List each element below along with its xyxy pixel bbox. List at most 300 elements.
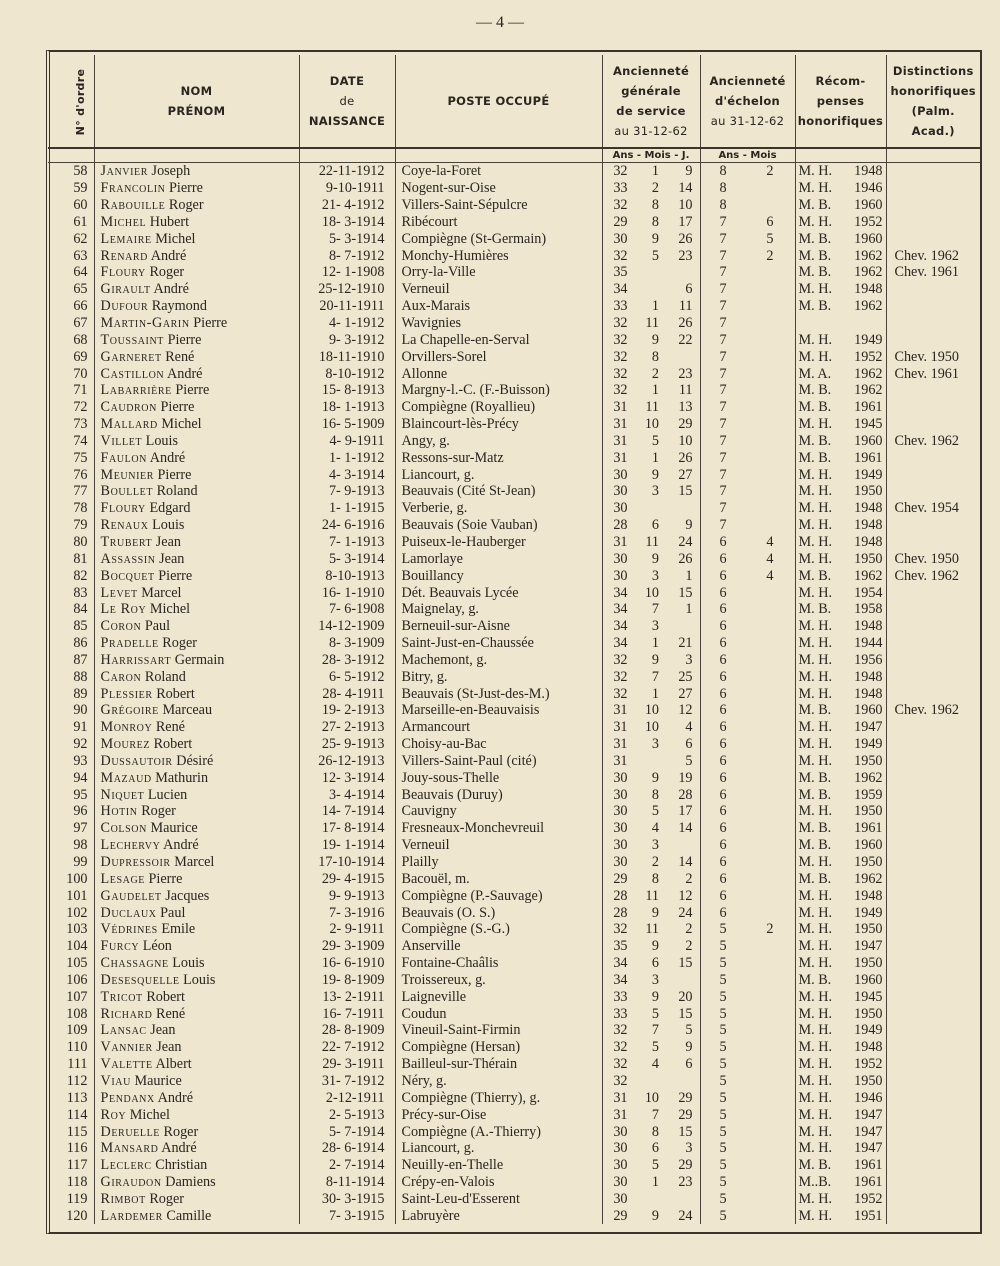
distinction-cell (886, 180, 980, 197)
seniority-values (606, 264, 697, 280)
seniority-values (606, 1039, 697, 1055)
seniority-months: 2 (651, 854, 659, 871)
surname: Labarrière (100, 382, 172, 399)
award-cell (795, 702, 886, 719)
step-years: 6 (719, 803, 727, 820)
award-type: M. H. (798, 1056, 833, 1073)
general-seniority-cell (602, 1073, 700, 1090)
surname: Richard (100, 1005, 153, 1022)
general-seniority-cell (602, 281, 700, 298)
surname: Duclaux (100, 904, 157, 921)
order-number-cell: 91 (48, 719, 94, 736)
surname: Pendanx (100, 1089, 155, 1106)
seniority-days: 12 (678, 702, 693, 719)
distinction-cell (886, 736, 980, 753)
award-values (799, 702, 883, 718)
general-seniority-cell (602, 736, 700, 753)
step-values (704, 820, 792, 836)
first-name: Robert (153, 736, 193, 753)
step-seniority-cell (700, 803, 795, 820)
seniority-days: 3 (685, 1140, 693, 1157)
table-row (48, 972, 980, 989)
post-cell: Précy-sur-Oise (395, 1106, 602, 1123)
seniority-months: 11 (645, 399, 659, 416)
distinction-cell (886, 197, 980, 214)
post-cell: Bitry, g. (395, 668, 602, 685)
seniority-years: 32 (613, 668, 628, 685)
name-cell (94, 702, 299, 719)
post-cell: Fontaine-Chaâlis (395, 955, 602, 972)
birth-date-cell: 12- 3-1914 (299, 769, 395, 786)
step-years: 6 (719, 651, 727, 668)
step-values (704, 568, 792, 584)
birth-date-cell: 15- 8-1913 (299, 382, 395, 399)
birth-date-cell: 18-11-1910 (299, 348, 395, 365)
general-seniority-cell (602, 601, 700, 618)
name-cell (94, 298, 299, 315)
award-year: 1948 (854, 668, 883, 685)
award-type: M. B. (798, 820, 832, 837)
step-seniority-cell (700, 180, 795, 197)
award-type: M. H. (798, 533, 833, 550)
award-type: M. H. (798, 635, 833, 652)
birth-date-cell: 16- 1-1910 (299, 584, 395, 601)
name-cell (94, 449, 299, 466)
seniority-years: 34 (613, 601, 628, 618)
distinction-cell (886, 230, 980, 247)
surname: Harrissart (100, 651, 172, 668)
table-row (48, 298, 980, 315)
order-number-cell: 64 (48, 264, 94, 281)
step-values (704, 281, 792, 297)
award-type: M. H. (798, 955, 833, 972)
seniority-months: 1 (651, 298, 659, 315)
step-years: 7 (719, 416, 727, 433)
seniority-months: 5 (651, 1039, 659, 1056)
seniority-days: 15 (678, 1005, 693, 1022)
step-values (704, 231, 792, 247)
award-type: M. B. (798, 971, 832, 988)
birth-date-cell: 3- 4-1914 (299, 786, 395, 803)
seniority-years: 32 (613, 315, 628, 332)
first-name: Paul (144, 618, 171, 635)
seniority-values (606, 905, 697, 921)
birth-date-cell: 28- 6-1914 (299, 1140, 395, 1157)
distinction-cell (886, 988, 980, 1005)
first-name: Jean (150, 1022, 176, 1039)
step-months (750, 955, 792, 971)
step-years: 5 (719, 1106, 727, 1123)
step-months (750, 264, 792, 280)
birth-date-cell: 18- 1-1913 (299, 399, 395, 416)
seniority-days: 12 (678, 887, 693, 904)
step-values (704, 1022, 792, 1038)
order-number-cell: 110 (48, 1039, 94, 1056)
table-row (48, 1174, 980, 1191)
first-name: Edgard (149, 500, 191, 517)
table-row (48, 601, 980, 618)
birth-date-cell: 1- 1-1912 (299, 449, 395, 466)
first-name: Michel (149, 601, 191, 618)
first-name: Marcel (174, 854, 215, 871)
seniority-months: 1 (651, 635, 659, 652)
award-values (799, 483, 883, 499)
step-months (750, 315, 792, 331)
award-cell (795, 517, 886, 534)
order-number-cell: 61 (48, 214, 94, 231)
step-months (750, 686, 792, 702)
name-cell (94, 197, 299, 214)
surname: Boullet (100, 483, 154, 500)
award-year: 1950 (854, 550, 883, 567)
general-seniority-cell (602, 550, 700, 567)
award-cell (795, 685, 886, 702)
seniority-months: 3 (651, 618, 659, 635)
seniority-days: 14 (678, 820, 693, 837)
general-seniority-cell (602, 769, 700, 786)
award-year: 1960 (854, 230, 883, 247)
seniority-values (606, 315, 697, 331)
award-values (799, 298, 883, 314)
table-row (48, 1073, 980, 1090)
step-values (704, 635, 792, 651)
name-cell (94, 550, 299, 567)
step-values (704, 332, 792, 348)
column-header-distinctions: Distinctions honorifiques (Palm. Acad.) (886, 55, 980, 148)
birth-date-cell: 26-12-1913 (299, 753, 395, 770)
order-number-cell: 70 (48, 365, 94, 382)
seniority-values (606, 332, 697, 348)
award-values (799, 568, 883, 584)
order-number-cell: 65 (48, 281, 94, 298)
step-years: 6 (719, 820, 727, 837)
seniority-days: 17 (678, 803, 693, 820)
seniority-days: 26 (678, 315, 693, 332)
award-cell (795, 584, 886, 601)
order-number-cell: 108 (48, 1005, 94, 1022)
birth-date-cell: 8- 7-1912 (299, 247, 395, 264)
step-seniority-cell (700, 500, 795, 517)
step-values (704, 1174, 792, 1190)
seniority-years: 32 (613, 331, 628, 348)
post-cell: Labruyère (395, 1207, 602, 1224)
seniority-values (606, 702, 697, 718)
award-type: M. H. (798, 752, 833, 769)
surname: Caudron (100, 399, 157, 416)
award-cell (795, 803, 886, 820)
award-year: 1960 (854, 197, 883, 214)
seniority-years: 35 (613, 938, 628, 955)
first-name: Robert (156, 685, 195, 702)
order-number-cell: 115 (48, 1123, 94, 1140)
step-years: 7 (719, 213, 727, 230)
award-year: 1960 (854, 971, 883, 988)
award-type: M. H. (798, 1207, 833, 1224)
general-seniority-cell (602, 433, 700, 450)
seniority-years: 33 (613, 988, 628, 1005)
award-year: 1949 (854, 736, 883, 753)
step-months: 6 (766, 213, 774, 230)
step-values (704, 955, 792, 971)
award-values (799, 820, 883, 836)
seniority-values (606, 500, 697, 516)
award-values (799, 1107, 883, 1123)
order-number-cell: 120 (48, 1207, 94, 1224)
award-type: M. B. (798, 247, 832, 264)
birth-date-cell: 13- 2-1911 (299, 988, 395, 1005)
table-row (48, 786, 980, 803)
seniority-years: 30 (613, 1123, 628, 1140)
general-seniority-cell (602, 635, 700, 652)
name-cell (94, 214, 299, 231)
award-cell (795, 264, 886, 281)
order-number-cell: 72 (48, 399, 94, 416)
award-cell (795, 1207, 886, 1224)
seniority-values (606, 467, 697, 483)
seniority-values (606, 1107, 697, 1123)
award-cell (795, 820, 886, 837)
award-cell (795, 1140, 886, 1157)
award-values (799, 871, 883, 887)
seniority-days: 15 (678, 1123, 693, 1140)
table-row (48, 887, 980, 904)
order-number-cell: 111 (48, 1056, 94, 1073)
step-values (704, 1039, 792, 1055)
table-row (48, 315, 980, 332)
distinction-cell: Chev. 1962 (894, 702, 959, 719)
seniority-years: 31 (613, 1089, 628, 1106)
step-years: 5 (719, 1056, 727, 1073)
post-cell: Coudun (395, 1005, 602, 1022)
name-cell (94, 365, 299, 382)
seniority-months: 3 (651, 567, 659, 584)
step-years: 6 (719, 887, 727, 904)
award-type: M. H. (798, 331, 833, 348)
step-months (750, 905, 792, 921)
first-name: Pierre (148, 870, 183, 887)
seniority-days: 9 (685, 163, 693, 180)
seniority-days: 23 (678, 1174, 693, 1191)
seniority-years: 31 (613, 719, 628, 736)
seniority-days: 24 (678, 1207, 693, 1224)
post-cell: Compiègne (S.-G.) (395, 921, 602, 938)
award-values (799, 736, 883, 752)
seniority-months: 9 (651, 769, 659, 786)
name-cell (94, 769, 299, 786)
distinction-cell (886, 668, 980, 685)
seniority-years: 30 (613, 1174, 628, 1191)
step-years: 5 (719, 1022, 727, 1039)
post-cell: Compiègne (Thierry), g. (395, 1089, 602, 1106)
seniority-days: 24 (678, 533, 693, 550)
step-years: 7 (719, 247, 727, 264)
step-values (704, 366, 792, 382)
step-months (750, 483, 792, 499)
seniority-days: 11 (678, 382, 693, 399)
first-name: Roger (163, 1123, 199, 1140)
seniority-years: 31 (613, 416, 628, 433)
post-cell: Marseille-en-Beauvaisis (395, 702, 602, 719)
surname: Le Roy (100, 601, 147, 618)
surname: Garneret (100, 348, 162, 365)
birth-date-cell: 5- 3-1914 (299, 550, 395, 567)
award-year: 1950 (854, 955, 883, 972)
step-values (704, 972, 792, 988)
award-year: 1945 (854, 416, 883, 433)
name-cell (94, 972, 299, 989)
seniority-months: 9 (651, 466, 659, 483)
seniority-values (606, 416, 697, 432)
first-name: Désiré (176, 752, 214, 769)
step-seniority-cell (700, 348, 795, 365)
seniority-values (606, 652, 697, 668)
first-name: André (150, 247, 187, 264)
seniority-years: 29 (613, 1207, 628, 1224)
seniority-days: 10 (678, 432, 693, 449)
step-years: 5 (719, 988, 727, 1005)
award-values (799, 753, 883, 769)
birth-date-cell: 8-11-1914 (299, 1174, 395, 1191)
surname: Rabouille (100, 197, 166, 214)
award-values (799, 1073, 883, 1089)
post-cell: Villers-Saint-Paul (cité) (395, 753, 602, 770)
table-row (48, 534, 980, 551)
order-number-cell: 117 (48, 1157, 94, 1174)
first-name: Pierre (157, 466, 192, 483)
award-year: 1962 (854, 870, 883, 887)
distinction-cell (886, 685, 980, 702)
step-years: 7 (719, 348, 727, 365)
birth-date-cell: 17-10-1914 (299, 854, 395, 871)
seniority-years: 31 (613, 752, 628, 769)
general-seniority-cell (602, 382, 700, 399)
seniority-months (631, 1191, 659, 1207)
general-seniority-cell (602, 1022, 700, 1039)
first-name: Louis (145, 432, 178, 449)
surname: Renard (100, 247, 149, 264)
name-cell (94, 736, 299, 753)
seniority-months: 1 (651, 163, 659, 180)
surname: Bocquet (100, 567, 155, 584)
name-cell (94, 685, 299, 702)
seniority-months: 1 (651, 685, 659, 702)
seniority-values (606, 871, 697, 887)
seniority-values (606, 719, 697, 735)
award-cell (795, 550, 886, 567)
award-values (799, 601, 883, 617)
distinction-cell: Chev. 1962 (894, 567, 959, 584)
surname: Desesquelle (100, 971, 180, 988)
general-seniority-cell (602, 1190, 700, 1207)
table-row (48, 197, 980, 214)
step-seniority-cell (700, 163, 795, 180)
surname: Trubert (100, 533, 153, 550)
post-cell: Troissereux, g. (395, 972, 602, 989)
seniority-years: 30 (613, 854, 628, 871)
birth-date-cell: 9-10-1911 (299, 180, 395, 197)
award-type: M. H. (798, 1123, 833, 1140)
distinction-cell (886, 955, 980, 972)
post-cell: Villers-Saint-Sépulcre (395, 197, 602, 214)
seniority-years: 30 (613, 500, 628, 517)
name-cell (94, 618, 299, 635)
award-year: 1949 (854, 904, 883, 921)
birth-date-cell: 2- 5-1913 (299, 1106, 395, 1123)
general-seniority-cell (602, 1056, 700, 1073)
surname: Chassagne (100, 955, 169, 972)
general-seniority-cell (602, 972, 700, 989)
general-seniority-cell (602, 197, 700, 214)
post-cell: Neuilly-en-Thelle (395, 1157, 602, 1174)
distinction-cell (886, 331, 980, 348)
table-row (48, 264, 980, 281)
post-cell: Ressons-sur-Matz (395, 449, 602, 466)
seniority-years: 34 (613, 281, 628, 298)
seniority-values (606, 366, 697, 382)
distinction-cell (886, 214, 980, 231)
general-seniority-cell (602, 1039, 700, 1056)
seniority-days (663, 500, 697, 516)
general-seniority-cell (602, 904, 700, 921)
seniority-months: 9 (651, 331, 659, 348)
seniority-months: 11 (645, 921, 659, 938)
seniority-years: 30 (613, 803, 628, 820)
step-seniority-cell (700, 938, 795, 955)
general-seniority-cell (602, 500, 700, 517)
seniority-years: 30 (613, 786, 628, 803)
step-seniority-cell (700, 820, 795, 837)
surname: Villet (100, 432, 143, 449)
award-type: M. B. (798, 786, 832, 803)
award-year: 1949 (854, 1022, 883, 1039)
name-cell (94, 820, 299, 837)
seniority-years: 30 (613, 466, 628, 483)
step-months: 2 (766, 163, 774, 180)
seniority-months: 7 (651, 1022, 659, 1039)
step-years: 5 (719, 1072, 727, 1089)
table-row (48, 702, 980, 719)
seniority-years: 32 (613, 1072, 628, 1089)
seniority-days (663, 1191, 697, 1207)
seniority-days: 15 (678, 584, 693, 601)
award-year: 1950 (854, 921, 883, 938)
award-year: 1947 (854, 1140, 883, 1157)
seniority-days (663, 264, 697, 280)
name-cell (94, 567, 299, 584)
award-year: 1956 (854, 651, 883, 668)
seniority-years: 32 (613, 1022, 628, 1039)
seniority-years: 32 (613, 247, 628, 264)
award-values (799, 905, 883, 921)
step-months (750, 585, 792, 601)
step-months: 2 (766, 921, 774, 938)
seniority-values (606, 635, 697, 651)
birth-date-cell: 18- 3-1914 (299, 214, 395, 231)
seniority-months: 9 (651, 1207, 659, 1224)
post-cell: Beauvais (Cité St-Jean) (395, 483, 602, 500)
birth-date-cell: 8-10-1912 (299, 365, 395, 382)
step-seniority-cell (700, 1022, 795, 1039)
order-number-cell: 82 (48, 567, 94, 584)
column-header-awards: Récom- penses honorifiques (795, 55, 886, 148)
general-seniority-cell (602, 416, 700, 433)
post-cell: Maignelay, g. (395, 601, 602, 618)
award-cell (795, 331, 886, 348)
order-number-cell: 106 (48, 972, 94, 989)
award-cell (795, 1056, 886, 1073)
award-type: M. H. (798, 938, 833, 955)
general-seniority-cell (602, 1005, 700, 1022)
